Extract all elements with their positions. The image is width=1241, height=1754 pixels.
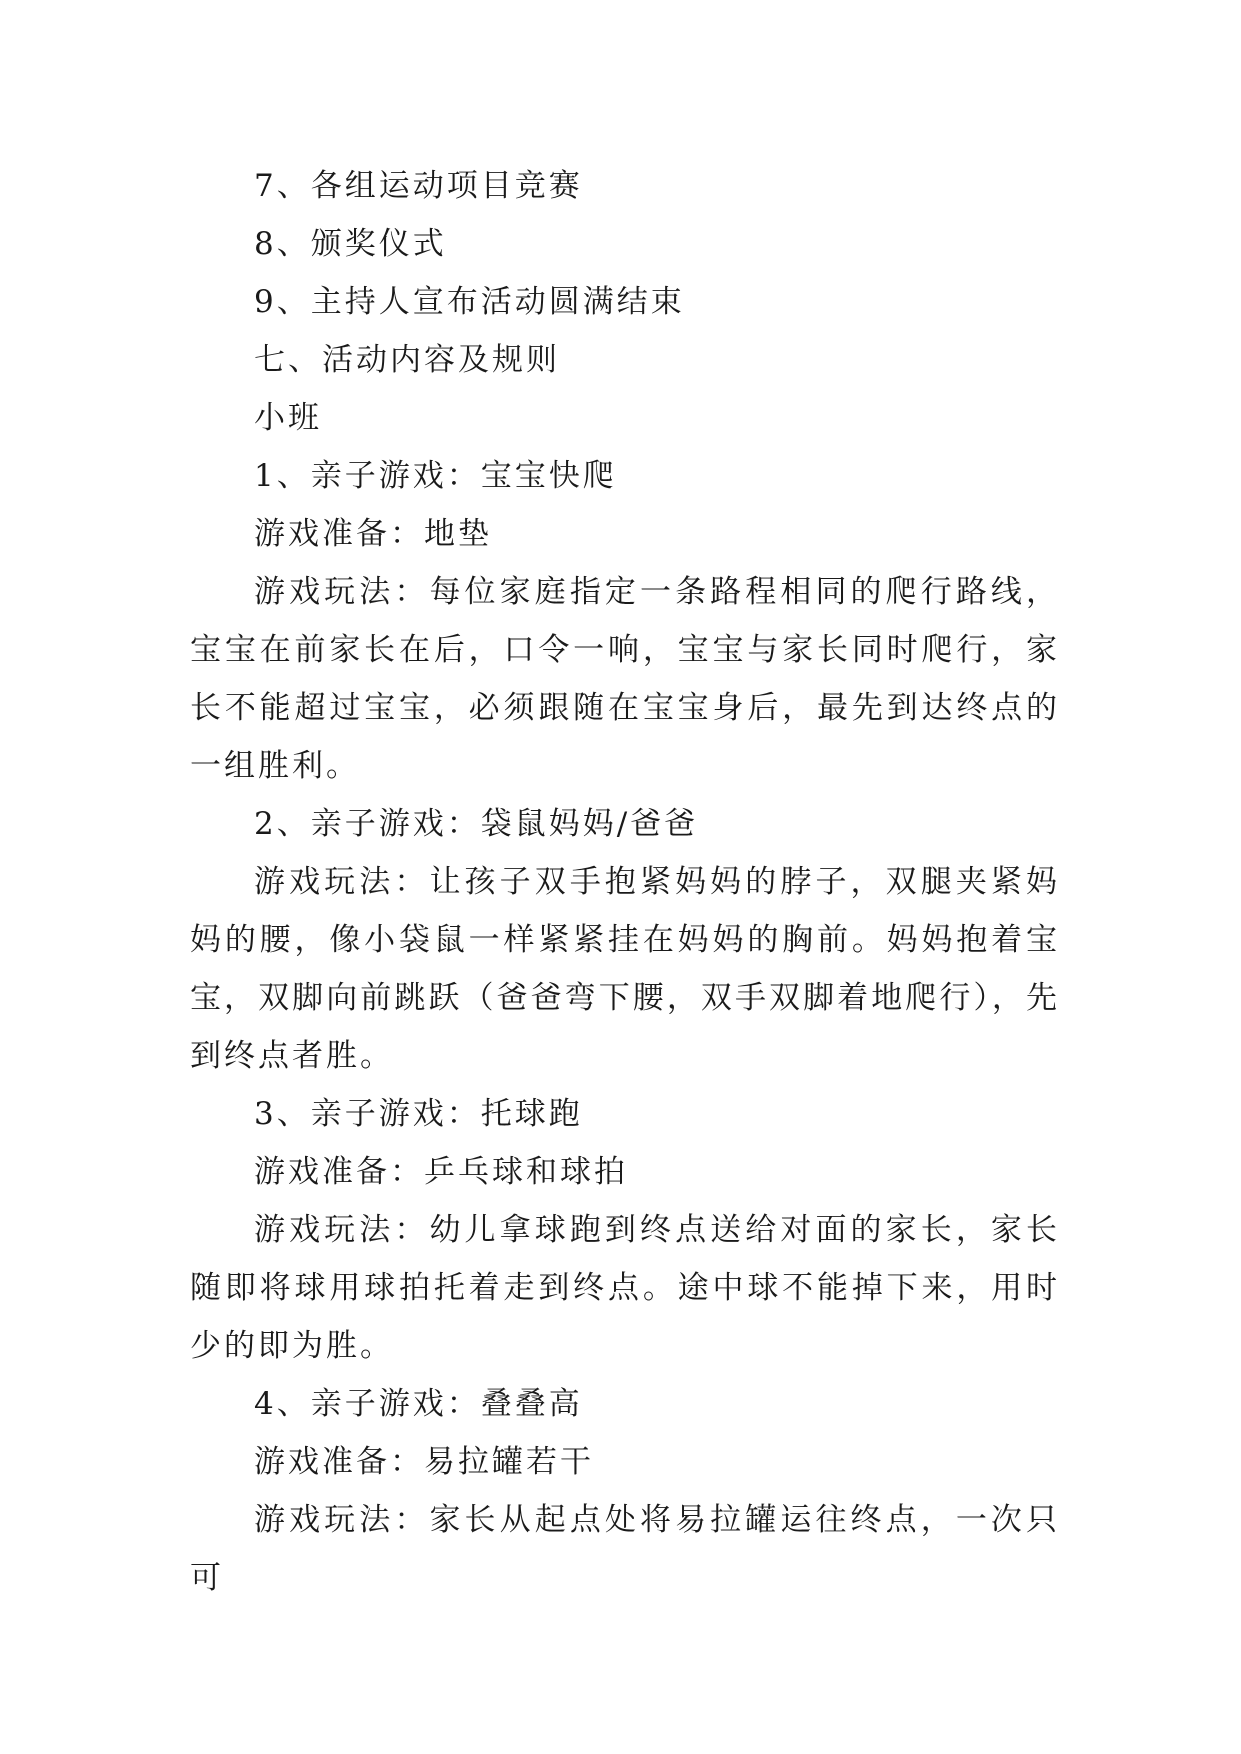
list-item-closing: 9、主持人宣布活动圆满结束 xyxy=(254,284,685,320)
subheading-small-class: 小班 xyxy=(254,400,322,436)
game-preparation: 游戏准备：地垫 xyxy=(254,516,492,552)
game-preparation: 游戏准备：乒乓球和球拍 xyxy=(254,1154,628,1190)
list-item-award-ceremony: 8、颁奖仪式 xyxy=(254,226,447,262)
section-heading-activity-rules: 七、活动内容及规则 xyxy=(254,342,560,378)
game-title-baby-crawl: 1、亲子游戏：宝宝快爬 xyxy=(254,458,617,494)
game-preparation: 游戏准备：易拉罐若干 xyxy=(254,1444,594,1480)
game-title-kangaroo: 2、亲子游戏：袋鼠妈妈/爸爸 xyxy=(254,806,699,842)
game-rules: 游戏玩法：每位家庭指定一条路程相同的爬行路线，宝宝在前家长在后，口令一响，宝宝与家长同时爬行，家长不能超过宝宝，必须跟随在宝宝身后，最先到达终点的一组胜利。 xyxy=(190,574,1060,784)
game-rules: 游戏玩法：幼儿拿球跑到终点送给对面的家长，家长随即将球用球拍托着走到终点。途中球不能掉下来，用时少的即为胜。 xyxy=(190,1212,1060,1364)
game-title-ball-run: 3、亲子游戏：托球跑 xyxy=(254,1096,583,1132)
game-rules: 游戏玩法：家长从起点处将易拉罐运往终点，一次只可 xyxy=(190,1502,1060,1596)
list-item-competition: 7、各组运动项目竞赛 xyxy=(254,168,583,204)
game-title-stacking: 4、亲子游戏：叠叠高 xyxy=(254,1386,583,1422)
document-body xyxy=(190,157,1060,1607)
game-rules: 游戏玩法：让孩子双手抱紧妈妈的脖子，双腿夹紧妈妈的腰，像小袋鼠一样紧紧挂在妈妈的胸前。妈妈抱着宝宝，双脚向前跳跃（爸爸弯下腰，双手双脚着地爬行），先到终点者胜。 xyxy=(190,864,1060,1074)
